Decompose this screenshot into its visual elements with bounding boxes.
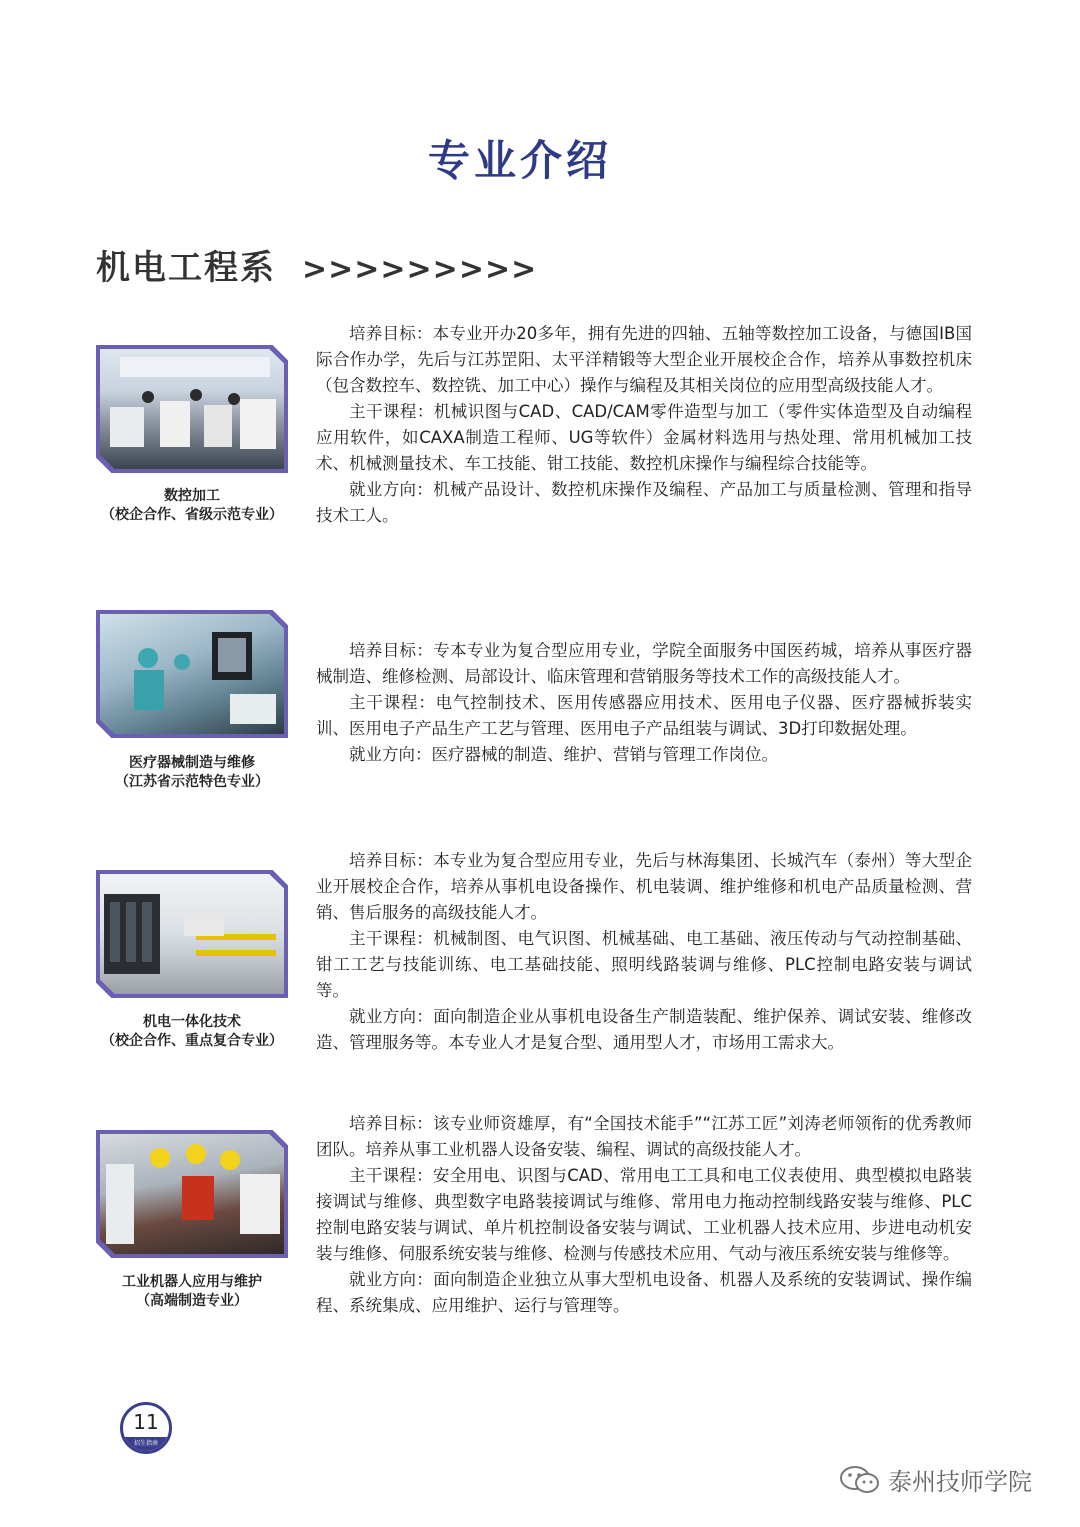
program-caption bbox=[92, 487, 292, 525]
program-courses: 主干课程：安全用电、识图与CAD、常用电工工具和电工仪表使用、典型模拟电路装接调试与维修、典型数字电路装接调试与维修、常用电力拖动控制线路安装与维修、PLC控制电路安装与调试、单片机控制设备安装与调试、工业机器人技术应用、步进电动机安装与维修、伺服系统安装与维修、检测与传感技术应用、气动与液压系统安装与维修等。 bbox=[316, 1166, 972, 1263]
program-caption bbox=[92, 754, 292, 792]
program-employment: 就业方向：医疗器械的制造、维护、营销与管理工作岗位。 bbox=[349, 745, 778, 764]
program-goal: 培养目标：本专业开办20多年，拥有先进的四轴、五轴等数控加工设备，与德国IB国际合作办学，先后与江苏罡阳、太平洋精锻等大型企业开展校企合作，培养从事数控机床（包含数控车、数控铣、加工中心）操作与编程及其相关岗位的应用型高级技能人才。 bbox=[316, 324, 972, 395]
program-employment: 就业方向：面向制造企业独立从事大型机电设备、机器人及系统的安装调试、操作编程、系统集成、应用维护、运行与管理等。 bbox=[316, 1270, 972, 1315]
department-arrows: >>>>>>>>> bbox=[302, 252, 538, 287]
program-caption bbox=[92, 1273, 292, 1311]
page-title: 专业介绍 bbox=[427, 136, 612, 185]
program-name: 数控加工 bbox=[164, 488, 220, 504]
department-heading bbox=[96, 240, 537, 289]
wechat-watermark bbox=[838, 1462, 1032, 1497]
photo-industrial-robot bbox=[96, 1130, 288, 1258]
program-caption bbox=[92, 1013, 292, 1051]
program-description bbox=[316, 848, 972, 1056]
photo-mechatronics-lab bbox=[96, 870, 288, 998]
photo-cnc-lab bbox=[96, 345, 288, 473]
program-employment: 就业方向：机械产品设计、数控机床操作及编程、产品加工与质量检测、管理和指导技术工人。 bbox=[316, 480, 972, 525]
wechat-icon bbox=[838, 1464, 882, 1496]
program-description bbox=[316, 638, 972, 768]
program-description bbox=[316, 1111, 972, 1319]
program-goal: 培养目标：本专业为复合型应用专业，先后与林海集团、长城汽车（泰州）等大型企业开展校企合作，培养从事机电设备操作、机电装调、维护维修和机电产品质量检测、营销、售后服务的高级技能人才。 bbox=[316, 851, 972, 922]
watermark-text: 泰州技师学院 bbox=[888, 1468, 1032, 1496]
program-goal: 培养目标：该专业师资雄厚，有“全国技术能手”“江苏工匠”刘涛老师领衔的优秀教师团队。培养从事工业机器人设备安装、编程、调试的高级技能人才。 bbox=[316, 1114, 972, 1159]
photo-medical-device bbox=[96, 610, 288, 738]
program-tag: （高端制造专业） bbox=[136, 1293, 248, 1309]
program-courses: 主干课程：机械识图与CAD、CAD/CAM零件造型与加工（零件实体造型及自动编程应用软件，如CAXA制造工程师、UG等软件）金属材料选用与热处理、常用机械加工技术、机械测量技术、车工技能、钳工技能、数控机床操作与编程综合技能等。 bbox=[316, 402, 972, 473]
page-number-label: 招生指南 bbox=[133, 1440, 158, 1447]
program-courses: 主干课程：电气控制技术、医用传感器应用技术、医用电子仪器、医疗器械拆装实训、医用电子产品生产工艺与管理、医用电子产品组装与调试、3D打印数据处理。 bbox=[316, 693, 972, 738]
program-tag: （江苏省示范特色专业） bbox=[115, 774, 269, 790]
page-number-badge bbox=[120, 1402, 172, 1454]
program-courses: 主干课程：机械制图、电气识图、机械基础、电工基础、液压传动与气动控制基础、钳工工艺与技能训练、电工基础技能、照明线路装调与维修、PLC控制电路安装与调试等。 bbox=[316, 929, 972, 1000]
program-description bbox=[316, 321, 972, 529]
department-name: 机电工程系 bbox=[96, 248, 276, 288]
program-name: 医疗器械制造与维修 bbox=[129, 755, 255, 771]
page-number: 11 bbox=[133, 1410, 159, 1434]
program-tag: （校企合作、省级示范专业） bbox=[101, 507, 283, 523]
program-name: 机电一体化技术 bbox=[143, 1014, 241, 1030]
program-employment: 就业方向：面向制造企业从事机电设备生产制造装配、维护保养、调试安装、维修改造、管理服务等。本专业人才是复合型、通用型人才，市场用工需求大。 bbox=[316, 1007, 972, 1052]
program-tag: （校企合作、重点复合专业） bbox=[101, 1033, 283, 1049]
program-name: 工业机器人应用与维护 bbox=[122, 1274, 262, 1290]
program-goal: 培养目标：专本专业为复合型应用专业，学院全面服务中国医药城，培养从事医疗器械制造、维修检测、局部设计、临床管理和营销服务等技术工作的高级技能人才。 bbox=[316, 641, 972, 686]
